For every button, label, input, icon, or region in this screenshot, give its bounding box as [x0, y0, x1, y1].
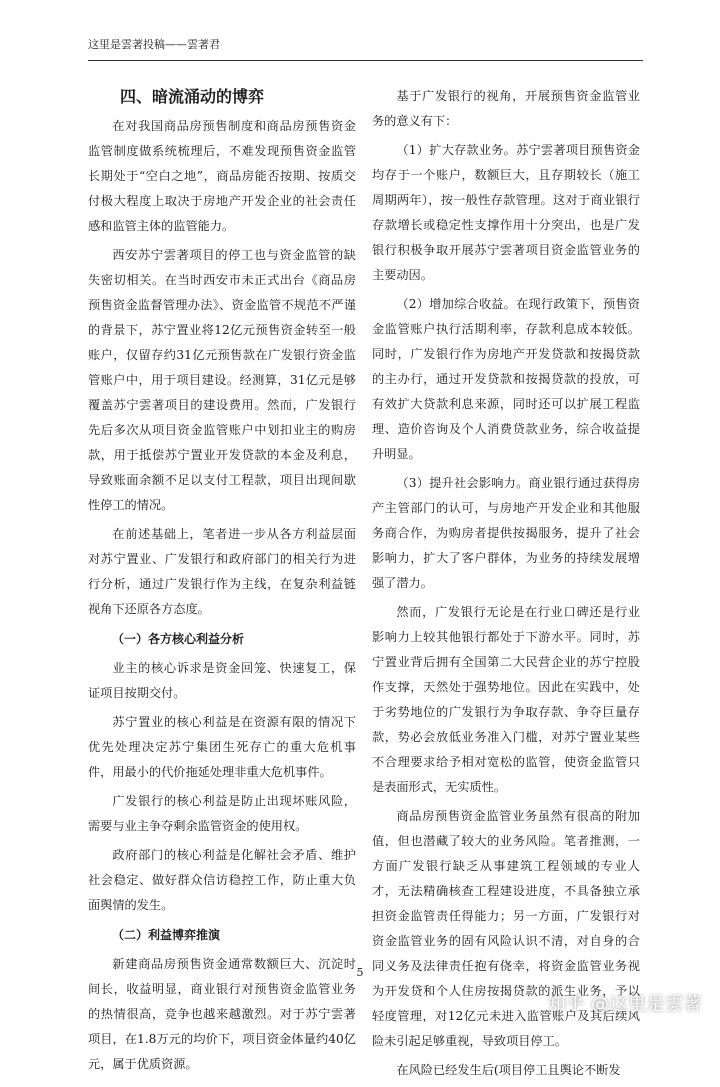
paragraph: 苏宁置业的核心利益是在资源有限的情况下优先处理决定苏宁集团生死存亡的重大危机事件，用最小的代价拖延处理非重大危机事件。	[88, 715, 356, 779]
paragraph: （1）扩大存款业务。苏宁雲著项目预售资金均存于一个账户，数额巨大，且存期较长（施工周期两年），按一般性存款管理。这对于商业银行存款增长或稳定性支撑作用十分突出，也是广发银行积极争取开展苏宁雲著项目资金监管业务的主要动因。	[372, 143, 640, 282]
left-column	[88, 84, 356, 1081]
paragraph: 商品房预售资金监管业务虽然有很高的附加值，但也潜藏了较大的业务风险。笔者推测，一方面广发银行缺乏从事建筑工程领域的专业人才，无法精确核查工程建设进度，不具备独立承担资金监管责任得能力；另一方面，广发银行对资金监管业务的固有风险认识不清，对自身的合同义务及法律责任抱有侥幸，将资金监管业务视为开发贷和个人住房按揭贷款的派生业务，予以轻度管理，对12亿元未进入监管账户及其后续风险未引起足够重视，导致项目停工。	[372, 809, 640, 1048]
paragraph: 基于广发银行的视角，开展预售资金监管业务的意义有下：	[372, 89, 640, 128]
paragraph: 政府部门的核心利益是化解社会矛盾、维护社会稳定、做好群众信访稳控工作，防止重大负面舆情的发生。	[88, 848, 356, 912]
paragraph: （2）增加综合收益。在现行政策下，预售资金监管账户执行活期利率，存款利息成本较低。同时，广发银行作为房地产开发贷款和按揭贷款的主办行，通过开发贷款和按揭贷款的投放，可有效扩大贷款利息来源，同时还可以扩展工程监理、造价咨询及个人消费贷款业务，综合收益提升明显。	[372, 297, 640, 461]
page-number: 5	[356, 966, 364, 979]
paragraph: 在前述基础上，笔者进一步从各方利益层面对苏宁置业、广发银行和政府部门的相关行为进行分析，通过广发银行作为主线，在复杂利益链视角下还原各方态度。	[88, 527, 356, 616]
paragraph: 广发银行的核心利益是防止出现坏账风险，需要与业主争夺剩余监管资金的使用权。	[88, 794, 356, 833]
paragraph: 新建商品房预售资金通常数额巨大、沉淀时间长，收益明显，商业银行对预售资金监管业务的热情很高，竞争也越来越激烈。对于苏宁雲著项目，在1.8万元的均价下，项目资金体量约40亿元，属于优质资源。	[88, 957, 356, 1071]
right-column	[372, 84, 640, 1087]
subsection-title: （二）利益博弈推演	[112, 928, 221, 942]
paragraph: 在对我国商品房预售制度和商品房预售资金监管制度做系统梳理后，不难发现预售资金监管长期处于“空白之地”，商品房能否按期、按质交付极大程度上取决于房地产开发企业的社会责任感和监管主体的监管能力。	[88, 119, 356, 233]
page-header	[88, 36, 643, 61]
paragraph: 然而，广发银行无论是在行业口碑还是行业影响力上较其他银行都处于下游水平。同时，苏宁置业背后拥有全国第二大民营企业的苏宁控股作支撑，天然处于强势地位。因此在实践中，处于劣势地位的广发银行为争取存款、争夺巨量存款，势必会放低业务准入门槛，对苏宁置业某些不合理要求给予相对宽松的监管，使资金监管只是表面形式，无实质性。	[372, 605, 640, 794]
subsection-title: （一）各方核心利益分析	[112, 632, 245, 646]
paragraph: 在风险已经发生后(项目停工且舆论不断发	[396, 1063, 621, 1077]
paragraph: 业主的核心诉求是资金回笼、快速复工，保证项目按期交付。	[88, 661, 356, 700]
section-title: 四、暗流涌动的博弈	[120, 87, 265, 106]
paragraph: （3）提升社会影响力。商业银行通过获得房产主管部门的认可，与房地产开发企业和其他服务商合作，为购房者提供按揭服务，提升了社会影响力，扩大了客户群体，为业务的持续发展增强了潜力。	[372, 476, 640, 590]
watermark: 知乎 @这里是雲著	[547, 994, 702, 1015]
paragraph: 西安苏宁雲著项目的停工也与资金监管的缺失密切相关。在当时西安市未正式出台《商品房预售资金监督管理办法》、资金监管不规范不严谨的背景下，苏宁置业将12亿元预售资金转至一般账户，仅留存约31亿元预售款在广发银行资金监管账户中，用于项目建设。经测算，31亿元是够覆盖苏宁雲著项目的建设费用。然而，广发银行先后多次从项目资金监管账户中划扣业主的购房款，用于抵偿苏宁置业开发贷款的本金及利息，导致账面余额不足以支付工程款，项目出现间歇性停工的情况。	[88, 248, 356, 512]
header-text: 这里是雲著投稿——雲著君	[88, 38, 220, 51]
